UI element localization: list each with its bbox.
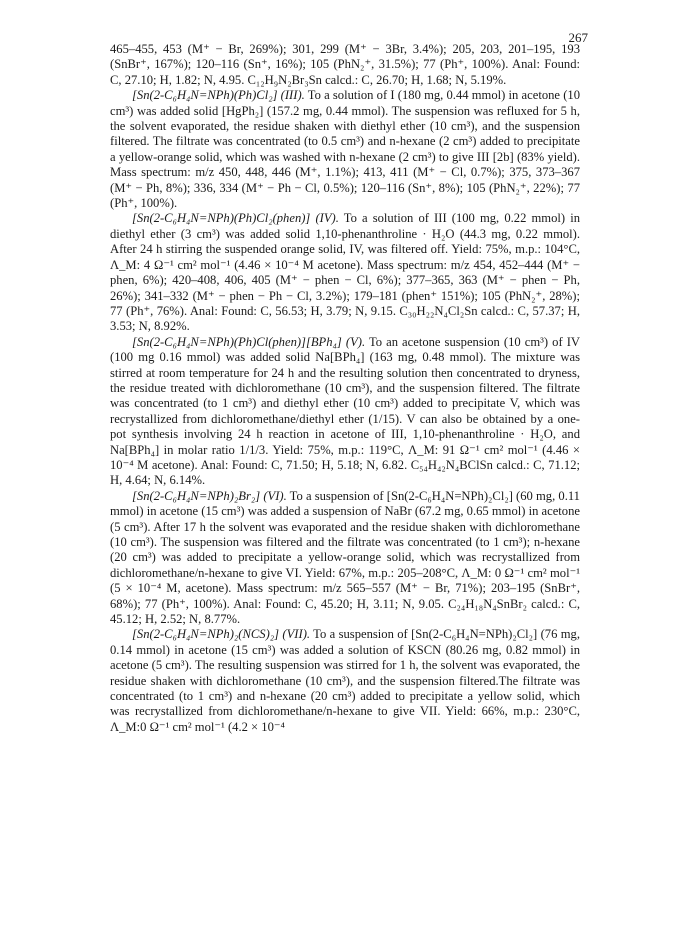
compound-heading: [Sn(2-C₆H₄N=NPh)(Ph)Cl(phen)][BPh₄] (V). (132, 334, 366, 349)
paragraph-compound-iii (110, 88, 580, 211)
compound-heading: [Sn(2-C₆H₄N=NPh)(Ph)Cl₂] (III). (132, 88, 305, 103)
paragraph-text: 465–455, 453 (M⁺ − Br, 269%); 301, 299 (M⁺ − 3Br, 3.4%); 205, 203, 201–195, 193 (SnBr⁺, 167%); 120–116 (Sn⁺, 16%); 105 (PhN₂⁺, 31.5%); 77 (Ph⁺, 100%). Anal: Found: C, 27.10; H, 1.82; N, 4.95. C₁₂H₉N₂Br₃Sn calcd.: C, 26.70; H, 1.68; N, 5.19%. (110, 42, 580, 87)
paragraph-text: To a suspension of [Sn(2-C₆H₄N=NPh)₂Cl₂] (60 mg, 0.11 mmol) in acetone (15 cm³) was added a suspension of NaBr (67.2 mg, 0.65 mmol) in acetone (5 cm³). After 17 h the solvent was evaporated and the residue shaken with dichloromethane (10 cm³). The suspension was filtered and the filtrate was concentrated (to 1 cm³); n-hexane (20 cm³) was added to precipitate a yellow-orange solid, which was recrystallized from dichloromethane/n-hexane to give VI. Yield: 67%, m.p.: 205–208°C, Λ_M: 0 Ω⁻¹ cm² mol⁻¹ (5 × 10⁻⁴ M, acetone). Mass spectrum: m/z 565–557 (M⁺ − Br, 71%); 203–195 (SnBr⁺, 68%); 77 (Ph⁺, 100%). Anal: Found: C, 45.20; H, 3.11; N, 9.05. C₂₄H₁₈N₄SnBr₂ calcd.: C, 45.12; H, 2.52; N, 8.77%. (110, 488, 580, 627)
paragraph-compound-vii (110, 627, 580, 735)
page-number: 267 (568, 30, 588, 45)
paragraph-text: To a solution of I (180 mg, 0.44 mmol) in acetone (10 cm³) was added solid [HgPh₂] (157.2 mg, 0.44 mmol). The suspension was refluxed for 5 h, the solvent evaporated, the residue shaken with diethyl ether (10 cm³), and the suspension filtered. The filtrate was concentrated (to 0.5 cm³) and n-hexane (2 cm³) added to precipitate a yellow-orange solid, which was washed with n-hexane (2 cm³) to give III [2b] (83% yield). Mass spectrum: m/z 450, 448, 446 (M⁺, 1.1%); 413, 411 (M⁺ − Cl, 0.7%); 375, 373–367 (M⁺ − Ph, 8%); 336, 334 (M⁺ − Ph − Cl, 0.5%); 120–116 (Sn⁺, 8%); 105 (PhN₂⁺, 22%); 77 (Ph⁺, 100%). (110, 88, 580, 211)
paragraph-compound-iv (110, 211, 580, 334)
paragraph-compound-v (110, 335, 580, 489)
body-text (110, 42, 580, 735)
compound-heading: [Sn(2-C₆H₄N=NPh)₂Br₂] (VI). (132, 488, 287, 503)
compound-heading: [Sn(2-C₆H₄N=NPh)(Ph)Cl₂(phen)] (IV). (132, 211, 339, 226)
paragraph-text: To a solution of III (100 mg, 0.22 mmol) in diethyl ether (3 cm³) was added solid 1,10-phenanthroline · H₂O (44.3 mg, 0.22 mmol). After 24 h stirring the suspended orange solid, IV, was filtered off. Yield: 75%, m.p.: 104°C, Λ_M: 4 Ω⁻¹ cm² mol⁻¹ (4.46 × 10⁻⁴ M acetone). Mass spectrum: m/z 454, 452–444 (M⁺ − phen, 6%); 420–408, 406, 405 (M⁺ − phen − Cl, 6%); 377–365, 363 (M⁺ − phen − Ph, 26%); 341–332 (M⁺ − phen − Ph − Cl, 3.2%); 179–181 (phen⁺ 151%); 105 (PhN₂⁺, 28%); 77 (Ph⁺, 76%). Anal: Found: C, 56.53; H, 3.79; N, 9.15. C₃₀H₂₂N₄Cl₂Sn calcd.: C, 57.37; H, 3.53; N, 8.92%. (110, 211, 580, 334)
paragraph-fragment (110, 42, 580, 88)
compound-heading: [Sn(2-C₆H₄N=NPh)₂(NCS)₂] (VII). (132, 627, 311, 642)
paragraph-compound-vi (110, 489, 580, 628)
paragraph-text: To an acetone suspension (10 cm³) of IV (100 mg 0.16 mmol) was added solid Na[BPh₄] (163 mg, 0.48 mmol). The mixture was stirred at room temperature for 24 h and the resulting solution then concentrated to dryness, the residue treated with dichloromethane (10 cm³), and the suspension filtered. The filtrate was concentrated (to 1 cm³) and diethyl ether (10 cm³) added to precipitate V, which was recrystallized from dichloromethane/diethyl ether (1/15). V can also be obtained by a one-pot synthesis involving 24 h reaction in acetone of III, 1,10-phenanthroline · H₂O, and Na[BPh₄] in molar ratio 1/1/3. Yield: 75%, m.p.: 119°C, Λ_M: 91 Ω⁻¹ cm² mol⁻¹ (4.46 × 10⁻⁴ M acetone). Anal: Found: C, 71.50; H, 5.18; N, 6.82. C₅₄H₄₂N₄BClSn calcd.: C, 71.12; H, 4.64; N, 6.14%. (110, 334, 580, 488)
paragraph-text: To a suspension of [Sn(2-C₆H₄N=NPh)₂Cl₂] (76 mg, 0.14 mmol) in acetone (15 cm³) was added a solution of KSCN (80.26 mg, 0.82 mmol) in acetone (5 cm³). The resulting suspension was stirred for 1 h, the solvent was evaporated, the residue shaken with dichloromethane (10 cm³), and the suspension filtered.The filtrate was concentrated (to 1 cm³) and n-hexane (20 cm³) added to precipitate a yellow solid, which was recrystallized from dichloromethane/n-hexane to give VII. Yield: 66%, m.p.: 230°C, Λ_M:0 Ω⁻¹ cm² mol⁻¹ (4.2 × 10⁻⁴ (110, 627, 580, 734)
